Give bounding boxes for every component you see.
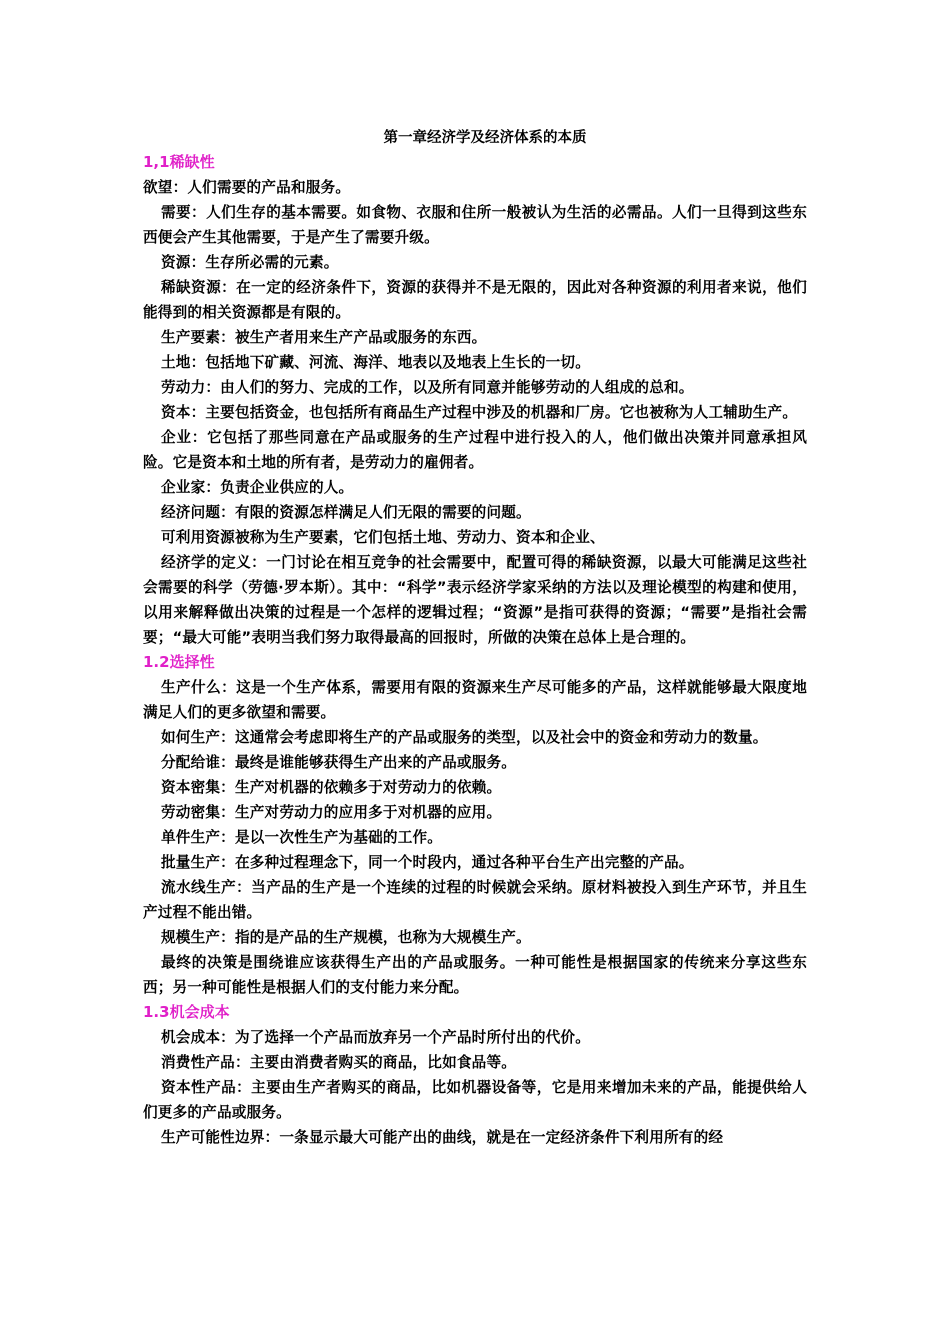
paragraph: 消费性产品：主要由消费者购买的商品，比如食品等。	[161, 1054, 517, 1071]
paragraph: 资本密集：生产对机器的依赖多于对劳动力的依赖。	[161, 779, 502, 796]
paragraph: 欲望：人们需要的产品和服务。	[143, 179, 351, 196]
paragraph: 稀缺资源：在一定的经济条件下，资源的获得并不是无限的，因此对各种资源的利用者来说，他们能得到的相关资源都是有限的。	[143, 279, 807, 321]
section-heading-choice: 1.2选择性	[143, 653, 215, 671]
paragraph: 可利用资源被称为生产要素，它们包括土地、劳动力、资本和企业、	[161, 529, 605, 546]
paragraph: 生产什么：这是一个生产体系，需要用有限的资源来生产尽可能多的产品，这样就能够最大限度地满足人们的更多欲望和需要。	[143, 679, 807, 721]
paragraph: 生产要素：被生产者用来生产产品或服务的东西。	[161, 329, 487, 346]
page-title: 第一章经济学及经济体系的本质	[383, 130, 587, 146]
paragraph: 批量生产：在多种过程理念下，同一个时段内，通过各种平台生产出完整的产品。	[161, 854, 694, 871]
paragraph: 流水线生产：当产品的生产是一个连续的过程的时候就会采纳。原材料被投入到生产环节，并且生产过程不能出错。	[143, 879, 807, 921]
paragraph: 规模生产：指的是产品的生产规模，也称为大规模生产。	[161, 929, 531, 946]
paragraph: 经济学的定义：一门讨论在相互竞争的社会需要中，配置可得的稀缺资源，以最大可能满足这些社会需要的科学（劳德·罗本斯）。其中：“科学”表示经济学家采纳的方法以及理论模型的构建和使用，以用来解释做出决策的过程是一个怎样的逻辑过程；“资源”是指可获得的资源；“需要”是指社会需要；“最大可能”表明当我们努力取得最高的回报时，所做的决策在总体上是合理的。	[143, 554, 807, 646]
paragraph: 劳动密集：生产对劳动力的应用多于对机器的应用。	[161, 804, 502, 821]
paragraph: 企业家：负责企业供应的人。	[161, 479, 354, 496]
paragraph: 最终的决策是围绕谁应该获得生产出的产品或服务。一种可能性是根据国家的传统来分享这些东西；另一种可能性是根据人们的支付能力来分配。	[143, 954, 807, 996]
paragraph: 劳动力：由人们的努力、完成的工作，以及所有同意并能够劳动的人组成的总和。	[161, 379, 694, 396]
document-body	[143, 126, 807, 1150]
paragraph: 土地：包括地下矿藏、河流、海洋、地表以及地表上生长的一切。	[161, 354, 591, 371]
paragraph: 单件生产：是以一次性生产为基础的工作。	[161, 829, 443, 846]
paragraph: 资本性产品：主要由生产者购买的商品，比如机器设备等，它是用来增加未来的产品，能提供给人们更多的产品或服务。	[143, 1079, 807, 1121]
paragraph: 需要：人们生存的基本需要。如食物、衣服和住所一般被认为生活的必需品。人们一旦得到这些东西便会产生其他需要，于是产生了需要升级。	[143, 204, 807, 246]
section-heading-opportunity-cost: 1.3机会成本	[143, 1003, 230, 1021]
paragraph: 资源：生存所必需的元素。	[161, 254, 339, 271]
paragraph: 资本：主要包括资金，也包括所有商品生产过程中涉及的机器和厂房。它也被称为人工辅助生产。	[161, 404, 798, 421]
paragraph: 生产可能性边界：一条显示最大可能产出的曲线，就是在一定经济条件下利用所有的经	[161, 1129, 724, 1146]
paragraph: 经济问题：有限的资源怎样满足人们无限的需要的问题。	[161, 504, 531, 521]
section-heading-scarcity: 1,1稀缺性	[143, 153, 215, 171]
paragraph: 企业：它包括了那些同意在产品或服务的生产过程中进行投入的人，他们做出决策并同意承担风险。它是资本和土地的所有者，是劳动力的雇佣者。	[143, 429, 807, 471]
paragraph: 如何生产：这通常会考虑即将生产的产品或服务的类型，以及社会中的资金和劳动力的数量。	[161, 729, 768, 746]
paragraph: 机会成本：为了选择一个产品而放弃另一个产品时所付出的代价。	[161, 1029, 591, 1046]
paragraph: 分配给谁：最终是谁能够获得生产出来的产品或服务。	[161, 754, 517, 771]
